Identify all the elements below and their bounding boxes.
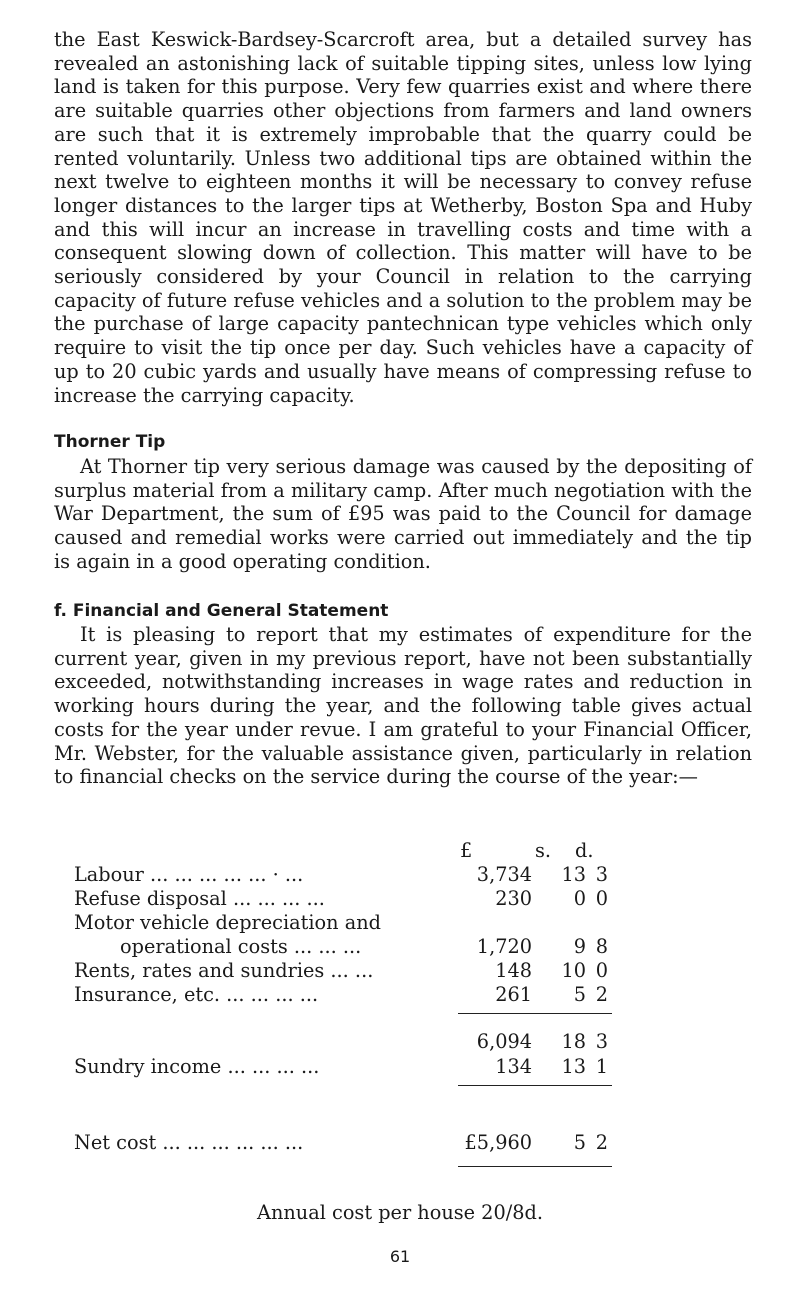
sundry-pounds: 134	[495, 1055, 532, 1078]
table-row	[74, 911, 694, 935]
subtotal-shillings: 18	[561, 1030, 586, 1053]
net-pence: 2	[595, 1131, 608, 1154]
intro-text: the East Keswick-Bardsey-Scarcroft area, but a detailed survey has revealed an astonishing lack of suitable tipping sites, unless low lying land is taken for this purpose. Very few quarries exist and where there are suitable quarries other objections from farmers and land owners are such that it is extremely improbable that the quarry could be rented voluntarily. Unless two additional tips are obtained within the next twelve to eighteen months it will be necessary to convey refuse longer distances to the larger tips at Wetherby, Boston Spa and Huby and this will incur an increase in travelling costs and time with a consequent slowing down of collection. This matter will have to be seriously considered by your Council in relation to the carrying capacity of future refuse vehicles and a solution to the problem may be the purchase of large capacity pantechnican type vehicles which only require to visit the tip once per day. Such vehicles have a capacity of up to 20 cubic yards and usually have means of compressing refuse to increase the carrying capacity.	[54, 28, 752, 407]
row-shillings: 5	[573, 983, 586, 1006]
net-label: Net cost ... ... ... ... ... ...	[74, 1131, 304, 1154]
row-shillings: 10	[561, 959, 586, 982]
row-shillings: 0	[573, 887, 586, 910]
row-label: operational costs ... ... ...	[120, 935, 362, 958]
subtotal-pounds: 6,094	[476, 1030, 532, 1053]
row-pounds: 148	[495, 959, 532, 982]
table-row	[74, 983, 694, 1007]
financial-paragraph	[54, 623, 752, 789]
annual-cost: Annual cost per house 20/8d.	[257, 1201, 543, 1224]
table-row	[74, 863, 694, 887]
pence-header: d.	[575, 839, 594, 862]
thorner-text: At Thorner tip very serious damage was caused by the depositing of surplus material from a military camp. After much negotiation with the War Department, the sum of £95 was paid to the Council for damage caused and remedial works were carried out immediately and the tip is again in a good operating condition.	[54, 455, 752, 573]
row-label: Labour ... ... ... ... ... · ...	[74, 863, 304, 886]
row-pence: 2	[595, 983, 608, 1006]
row-shillings: 13	[561, 863, 586, 886]
net-shillings: 5	[573, 1131, 586, 1154]
row-pounds: 3,734	[476, 863, 532, 886]
net-top-rule	[458, 1085, 612, 1086]
sundry-label: Sundry income ... ... ... ...	[74, 1055, 320, 1078]
row-pounds: 1,720	[476, 935, 532, 958]
table-row	[74, 935, 694, 959]
subtotal-pence: 3	[595, 1030, 608, 1053]
row-pounds: 261	[495, 983, 532, 1006]
row-label: Rents, rates and sundries ... ...	[74, 959, 374, 982]
row-label: Refuse disposal ... ... ... ...	[74, 887, 325, 910]
net-pounds: £5,960	[464, 1131, 532, 1154]
thorner-heading: Thorner Tip	[54, 432, 166, 452]
row-pounds: 230	[495, 887, 532, 910]
row-pence: 0	[595, 887, 608, 910]
financial-text: It is pleasing to report that my estimates of expenditure for the current year, given in my previous report, have not been substantially exceeded, notwithstanding increases in wage rates and reduction in working hours during the year, and the following table gives actual costs for the year under revue. I am grateful to your Financial Officer, Mr. Webster, for the valuable assistance given, particularly in relation to financial checks on the service during the course of the year:—	[54, 623, 752, 789]
net-bottom-rule	[458, 1166, 612, 1167]
financial-heading: f. Financial and General Statement	[54, 601, 389, 621]
sundry-shillings: 13	[561, 1055, 586, 1078]
net-row	[74, 1131, 694, 1155]
row-shillings: 9	[573, 935, 586, 958]
table-row	[74, 959, 694, 983]
pounds-header: £	[460, 839, 473, 862]
subtotal-row	[74, 1030, 694, 1054]
page-number: 61	[389, 1247, 411, 1266]
shillings-header: s.	[535, 839, 552, 862]
row-label: Motor vehicle depreciation and	[74, 911, 381, 934]
row-pence: 3	[595, 863, 608, 886]
row-pence: 0	[595, 959, 608, 982]
sundry-row	[74, 1055, 694, 1079]
subtotal-rule	[458, 1013, 612, 1014]
row-pence: 8	[595, 935, 608, 958]
sundry-pence: 1	[595, 1055, 608, 1078]
intro-paragraph	[54, 28, 752, 407]
thorner-paragraph	[54, 455, 752, 574]
row-label: Insurance, etc. ... ... ... ...	[74, 983, 319, 1006]
table-row	[74, 887, 694, 911]
